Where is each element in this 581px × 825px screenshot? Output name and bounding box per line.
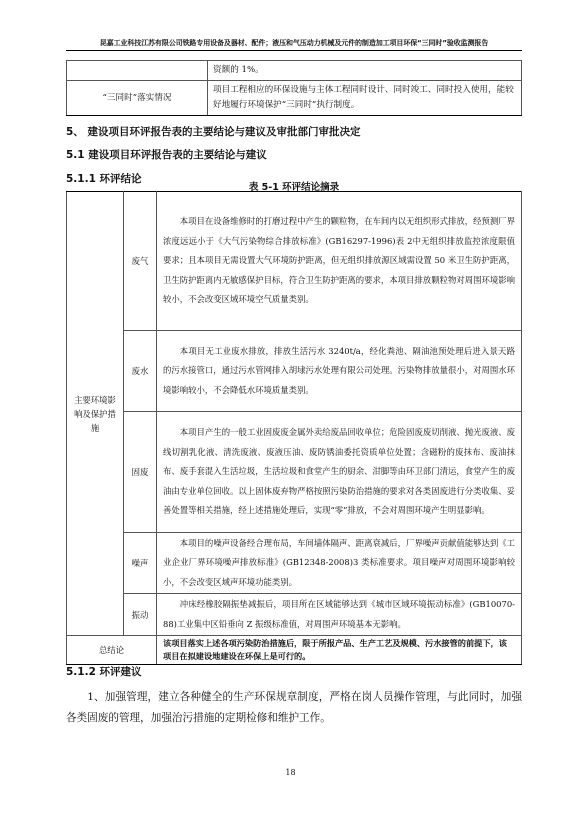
table-row-waste-water [67, 331, 522, 412]
category-cell: 主要环境影响及保护措施 [67, 192, 124, 636]
sub-category-cell: 振动 [124, 594, 157, 636]
three-simultaneous-table [66, 60, 522, 116]
description-cell: 冲床经橡胶隔振垫减振后，项目所在区域能够达到《城市区域环境振动标准》(GB10070-88)工业集中区铅垂向 Z 振级标准值，对周围声环境基本无影响。 [157, 594, 522, 636]
table-row [67, 81, 522, 116]
table-row-noise [67, 533, 522, 594]
summary-text-cell: 该项目落实上述各项污染防治措施后，限于所报产品、生产工艺及规模、污水接管的前提下，该项目在拟建设地建设在环保上是可行的。 [157, 636, 522, 665]
sub-category-cell: 噪声 [124, 533, 157, 594]
sub-category-cell: 废水 [124, 331, 157, 412]
table-cell-text: 资额的 1%。 [208, 61, 522, 81]
table-row-waste-gas [67, 192, 522, 331]
description-cell: 本项目的噪声设备经合理布局，车间墙体隔声、距离衰减后，厂界噪声贡献值能够达到《工业企业厂界环境噪声排放标准》(GB12348-2008)3 类标准要求。项目噪声对周围环境影响较小，不会改变区域声环境功能类别。 [157, 533, 522, 594]
table-caption: 表 5-1 环评结论摘录 [248, 182, 340, 193]
suggestion-paragraph: 1、加强管理，建立各种健全的生产环保规章制度，严格在岗人员操作管理，与此同时，加强各类固废的管理，加强治污措施的定期检修和维护工作。 [66, 691, 522, 724]
table-row-summary [67, 636, 522, 665]
summary-label-cell: 总结论 [67, 636, 157, 665]
table-row-solid-waste [67, 412, 522, 533]
section-heading-5-1-2: 5.1.2 环评建议 [66, 666, 142, 678]
section-heading-5-1-1: 5.1.1 环评结论 [66, 173, 142, 185]
description-cell: 本项目在设备维修时的打磨过程中产生的颗粒物，在车间内以无组织形式排放，经预测厂界浓度远远小于《大气污染物综合排放标准》(GB16297-1996)表 2中无组织排放监控浓度限值要求；且本项目无需设置大气环境防护距离，但无组织排放源区域需设置 50 米卫生防护距离，卫生防护距离内无敏感保护目标，符合卫生防护距离的要求，本项目排放颗粒物对周围环境影响较小，不会改变区域环境空气质量类别。 [157, 192, 522, 331]
conclusion-table [66, 191, 522, 665]
section-heading-5-1: 5.1 建设项目环评报告表的主要结论与建议 [66, 149, 267, 161]
sub-category-cell: 固废 [124, 412, 157, 533]
section-heading-5: 5、 建设项目环评报告表的主要结论与建议及审批部门审批决定 [66, 126, 361, 138]
table-cell-label: “三同时”落实情况 [67, 81, 208, 116]
table-row-vibration [67, 594, 522, 636]
description-cell: 本项目无工业废水排放，排放生活污水 3240t/a，经化粪池、隔油池预处理后进入景天路的污水接管口，通过污水管网排入胡埭污水处理有限公司处理。污染物排放量很小，对周围水环境影响较小，不会降低水环境质量类别。 [157, 331, 522, 412]
sub-category-cell: 废气 [124, 192, 157, 331]
table-cell-text: 项目工程相应的环保设施与主体工程同时设计、同时竣工、同时投入使用，能较好地履行环境保护“三同时”执行制度。 [208, 81, 522, 116]
header-rule [66, 50, 522, 51]
table-cell-label [67, 61, 208, 81]
description-cell: 本项目产生的一般工业固废废金属外卖给废品回收单位；危险固废废切削液、抛光废液、废线切割乳化液、清洗废液、废液压油、废防锈油委托资质单位处置；含磁粉的废抹布、废油抹布、废手套混入生活垃圾，生活垃圾和食堂产生的厨余、泔脚等由环卫部门清运，食堂产生的废油由专业单位回收。以上固体废弃物严格按照污染防治措施的要求对各类固废进行分类收集、妥善处置等相关措施，经上述措施处理后，实现“零”排放，不会对周围环境产生明显影响。 [157, 412, 522, 533]
page-number: 18 [285, 768, 296, 777]
running-header: 昆嘉工业科技江苏有限公司铁路专用设备及器材、配件；液压和气压动力机械及元件的制造加工项目环保“三同时”验收监测报告 [99, 39, 489, 47]
table-row [67, 61, 522, 81]
